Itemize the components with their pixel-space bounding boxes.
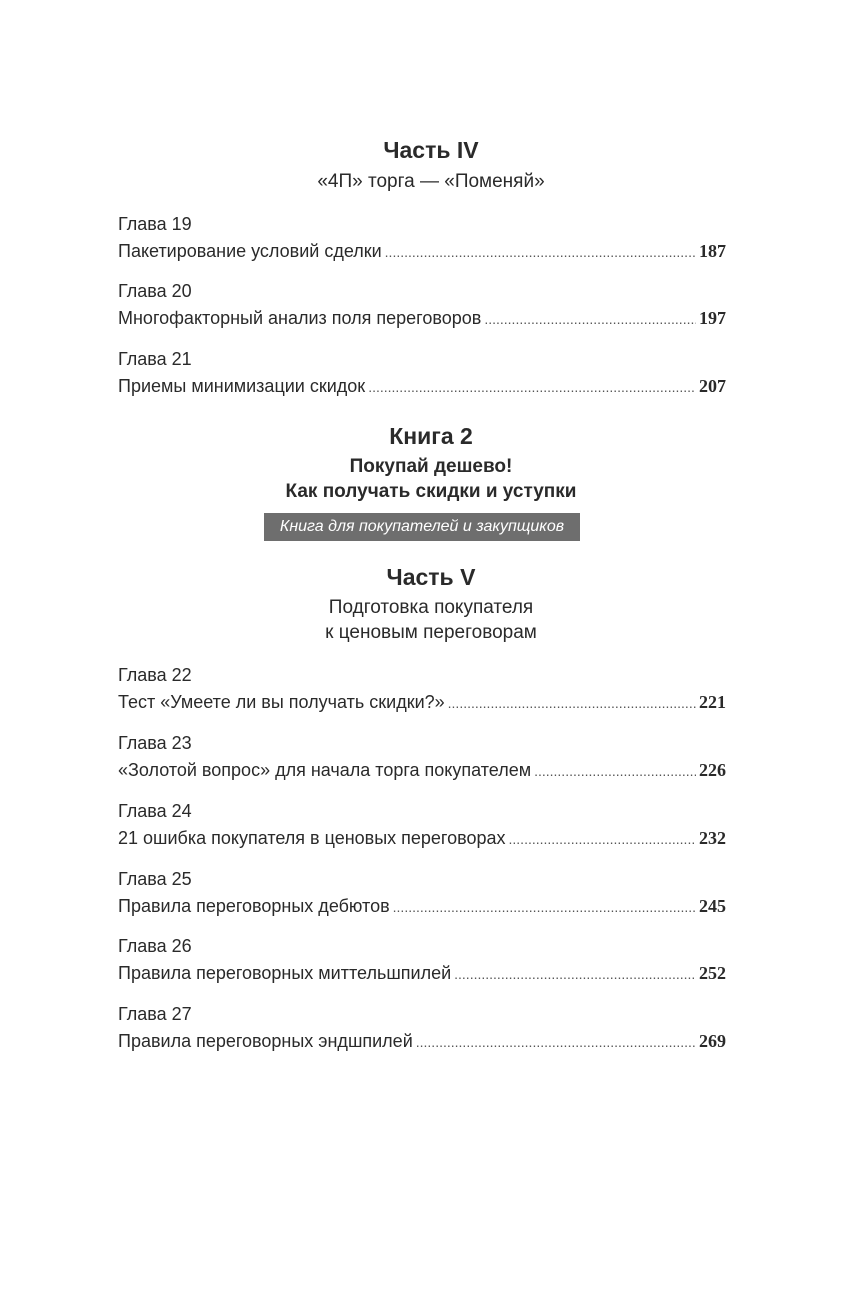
toc-entry-chapter-24[interactable] <box>118 800 726 850</box>
chapter-label: Глава 19 <box>118 214 192 234</box>
dot-leader <box>509 828 696 850</box>
dot-leader <box>454 963 696 985</box>
toc-line <box>118 759 726 782</box>
book-2-subtitle-line-1: Покупай дешево! <box>349 456 513 477</box>
page-number: 252 <box>699 963 726 983</box>
toc-entry-chapter-23[interactable] <box>118 732 726 782</box>
toc-line <box>118 307 726 330</box>
page-number: 207 <box>699 376 726 396</box>
chapter-title: Пакетирование условий сделки <box>118 241 382 261</box>
page-number: 232 <box>699 828 726 848</box>
dot-leader <box>393 896 696 918</box>
toc-entry-chapter-19[interactable] <box>118 213 726 263</box>
dot-leader <box>534 760 696 782</box>
page-number: 269 <box>699 1031 726 1051</box>
toc-line <box>118 691 726 714</box>
toc-entry-chapter-20[interactable] <box>118 280 726 330</box>
toc-entry-chapter-26[interactable] <box>118 935 726 985</box>
dot-leader <box>448 692 696 714</box>
part-4-subtitle: «4П» торга — «Поменяй» <box>317 171 545 192</box>
chapter-title: Многофакторный анализ поля переговоров <box>118 308 482 328</box>
dot-leader <box>484 308 696 330</box>
toc-entry-chapter-27[interactable] <box>118 1003 726 1053</box>
page-number: 197 <box>699 308 726 328</box>
part-5-subtitle-line-2: к ценовым переговорам <box>325 622 537 643</box>
part-5-title: Часть V <box>386 564 476 590</box>
chapter-label: Глава 22 <box>118 665 192 685</box>
chapter-label: Глава 20 <box>118 281 192 301</box>
chapter-label: Глава 27 <box>118 1004 192 1024</box>
part-4-title: Часть IV <box>383 137 479 163</box>
page-number: 221 <box>699 692 726 712</box>
chapter-label: Глава 26 <box>118 936 192 956</box>
dot-leader <box>368 376 696 398</box>
toc-entry-chapter-25[interactable] <box>118 868 726 918</box>
chapter-title: «Золотой вопрос» для начала торга покупателем <box>118 760 532 780</box>
book-2-title: Книга 2 <box>389 423 473 449</box>
part-5-subtitle-line-1: Подготовка покупателя <box>328 597 534 618</box>
toc-line <box>118 827 726 850</box>
chapter-label: Глава 24 <box>118 801 192 821</box>
dot-leader <box>416 1031 696 1053</box>
chapter-title: Правила переговорных дебютов <box>118 896 390 916</box>
toc-line <box>118 895 726 918</box>
chapter-title: Тест «Умеете ли вы получать скидки?» <box>118 692 445 712</box>
chapter-label: Глава 25 <box>118 869 192 889</box>
chapter-title: 21 ошибка покупателя в ценовых переговорах <box>118 828 506 848</box>
toc-line <box>118 375 726 398</box>
toc-entry-chapter-22[interactable] <box>118 664 726 714</box>
page-number: 245 <box>699 896 726 916</box>
audience-badge: Книга для покупателей и закупщиков <box>264 513 580 541</box>
toc-line <box>118 962 726 985</box>
chapter-label: Глава 23 <box>118 733 192 753</box>
toc-entry-chapter-21[interactable] <box>118 348 726 398</box>
chapter-title: Правила переговорных эндшпилей <box>118 1031 413 1051</box>
page-number: 226 <box>699 760 726 780</box>
toc-line <box>118 240 726 263</box>
chapter-title: Приемы минимизации скидок <box>118 376 366 396</box>
chapter-title: Правила переговорных миттельшпилей <box>118 963 452 983</box>
dot-leader <box>385 241 696 263</box>
chapter-label: Глава 21 <box>118 349 192 369</box>
book-2-subtitle-line-2: Как получать скидки и уступки <box>285 481 577 502</box>
page-number: 187 <box>699 241 726 261</box>
toc-line <box>118 1030 726 1053</box>
